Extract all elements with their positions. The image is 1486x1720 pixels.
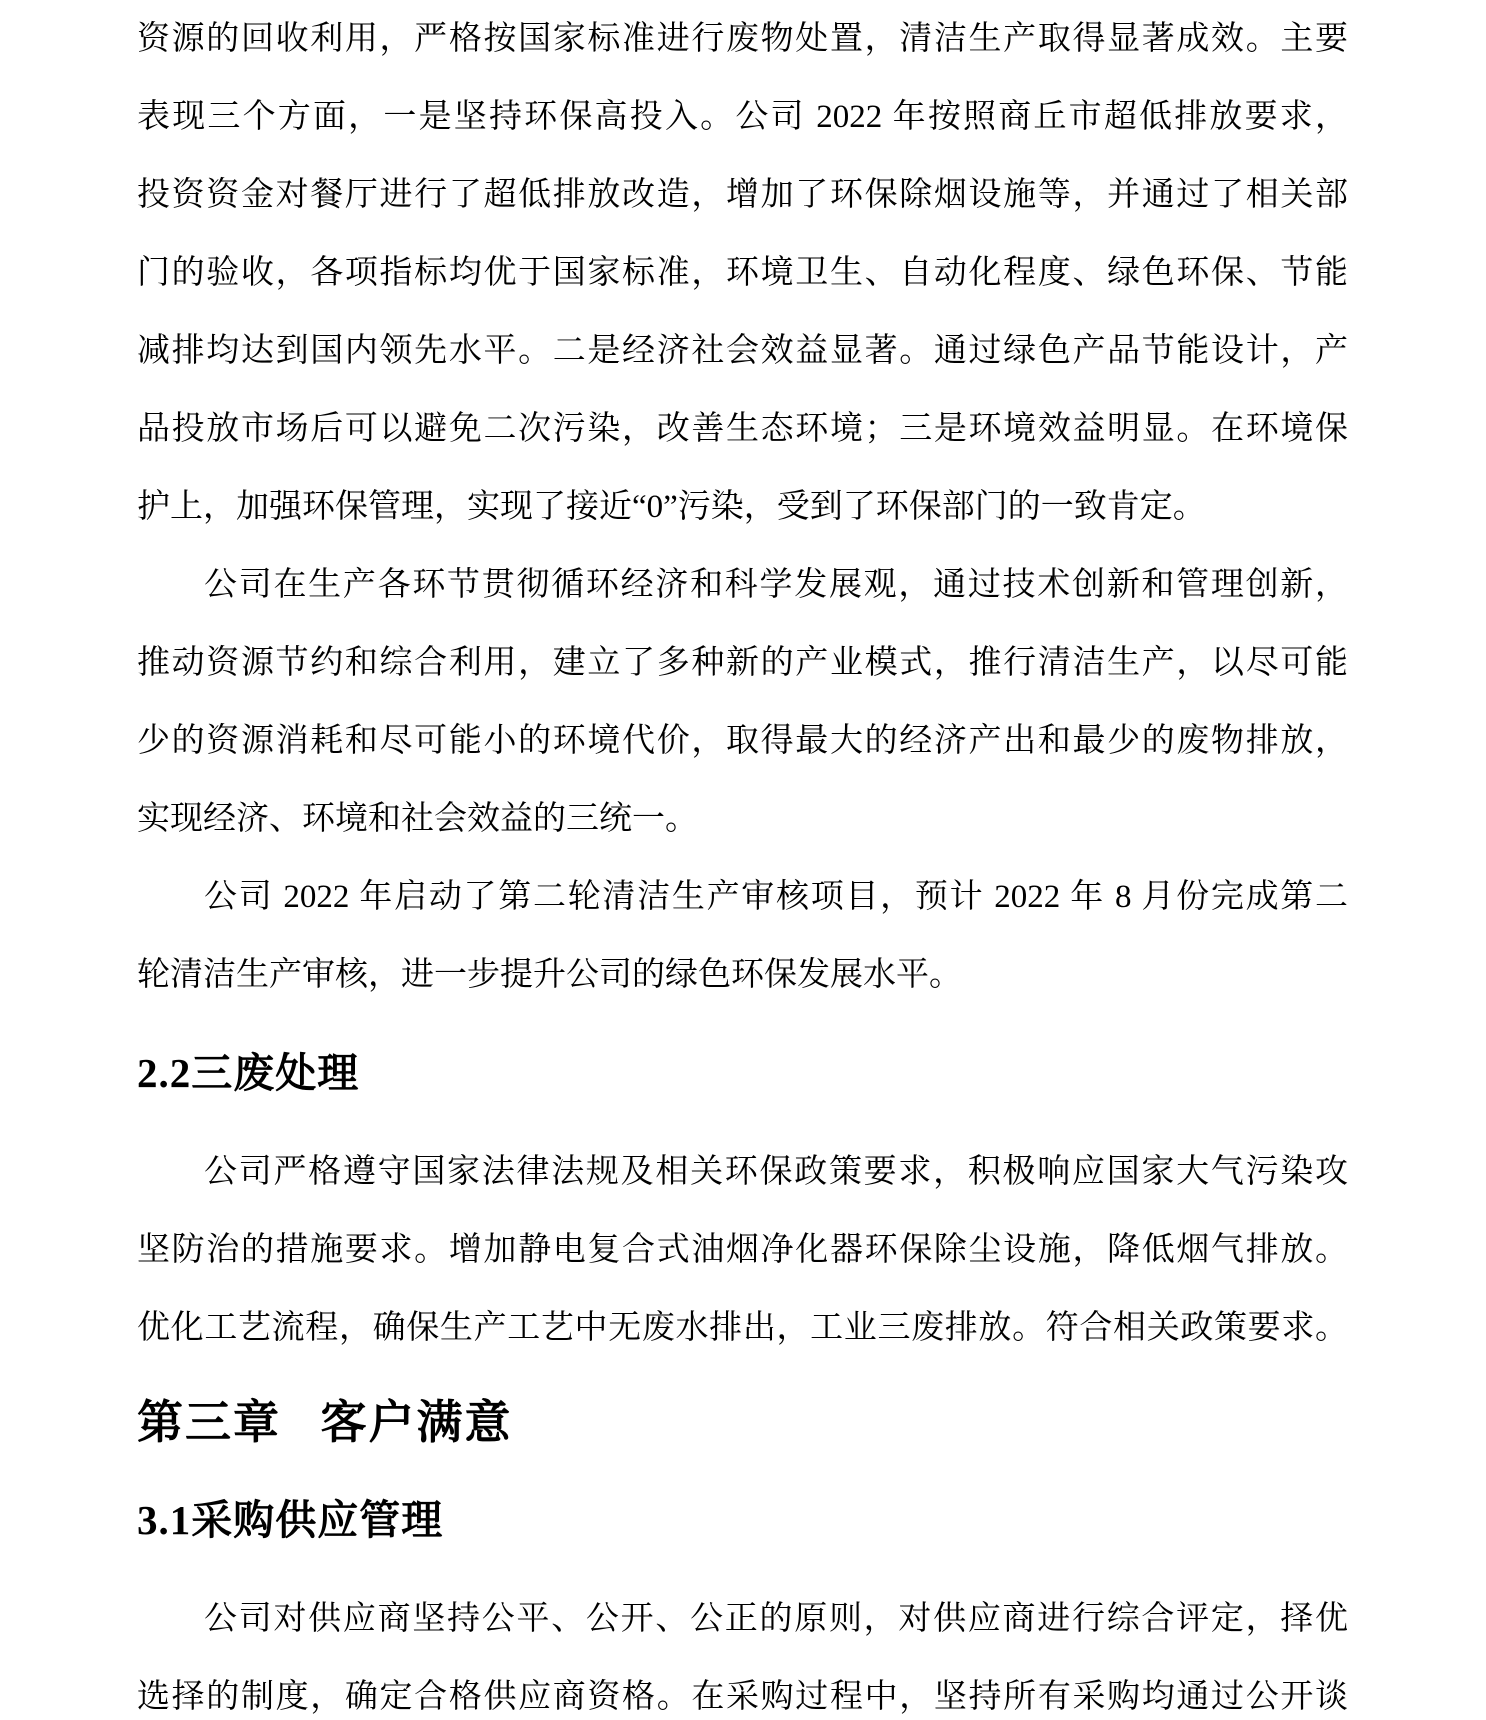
text-line: 门的验收，各项指标均优于国家标准，环境卫生、自动化程度、绿色环保、节能: [137, 255, 1348, 291]
text-line: 选择的制度，确定合格供应商资格。在采购过程中，坚持所有采购均通过公开谈: [137, 1679, 1348, 1715]
text-line: 品投放市场后可以避免二次污染，改善生态环境；三是环境效益明显。在环境保: [137, 411, 1348, 447]
text-line: 实现经济、环境和社会效益的三统一。: [137, 801, 698, 837]
text-line: 公司 2022 年启动了第二轮清洁生产审核项目，预计 2022 年 8 月份完成第二: [204, 879, 1348, 915]
text-line: 少的资源消耗和尽可能小的环境代价，取得最大的经济产出和最少的废物排放，: [137, 723, 1348, 759]
text-line: 推动资源节约和综合利用，建立了多种新的产业模式，推行清洁生产，以尽可能: [137, 645, 1348, 681]
paragraph: [137, 546, 1348, 858]
page-content: [137, 0, 1348, 1720]
paragraph: [137, 0, 1348, 546]
paragraph: [137, 1580, 1348, 1720]
text-line: 轮清洁生产审核，进一步提升公司的绿色环保发展水平。: [137, 957, 962, 993]
paragraph: [137, 1133, 1348, 1367]
section-heading-2-2: 2.2三废处理: [137, 1050, 360, 1096]
text-line: 投资资金对餐厅进行了超低排放改造，增加了环保除烟设施等，并通过了相关部: [137, 177, 1348, 213]
text-line: 减排均达到国内领先水平。二是经济社会效益显著。通过绿色产品节能设计，产: [137, 333, 1348, 369]
text-line: 公司严格遵守国家法律法规及相关环保政策要求，积极响应国家大气污染攻: [204, 1154, 1348, 1190]
text-line: 优化工艺流程，确保生产工艺中无废水排出，工业三废排放。符合相关政策要求。: [137, 1310, 1348, 1346]
text-line: 坚防治的措施要求。增加静电复合式油烟净化器环保除尘设施，降低烟气排放。: [137, 1232, 1348, 1268]
text-line: 公司在生产各环节贯彻循环经济和科学发展观，通过技术创新和管理创新，: [204, 567, 1348, 603]
text-line: 表现三个方面，一是坚持环保高投入。公司 2022 年按照商丘市超低排放要求，: [137, 99, 1348, 135]
text-line: 资源的回收利用，严格按国家标准进行废物处置，清洁生产取得显著成效。主要: [137, 21, 1348, 57]
paragraph: [137, 858, 1348, 1014]
text-line: 公司对供应商坚持公平、公开、公正的原则，对供应商进行综合评定，择优: [204, 1601, 1348, 1637]
chapter-heading-3: 第三章 客户满意: [137, 1397, 513, 1448]
text-line: 护上，加强环保管理，实现了接近“0”污染，受到了环保部门的一致肯定。: [137, 489, 1206, 525]
section-heading-3-1: 3.1采购供应管理: [137, 1497, 444, 1543]
